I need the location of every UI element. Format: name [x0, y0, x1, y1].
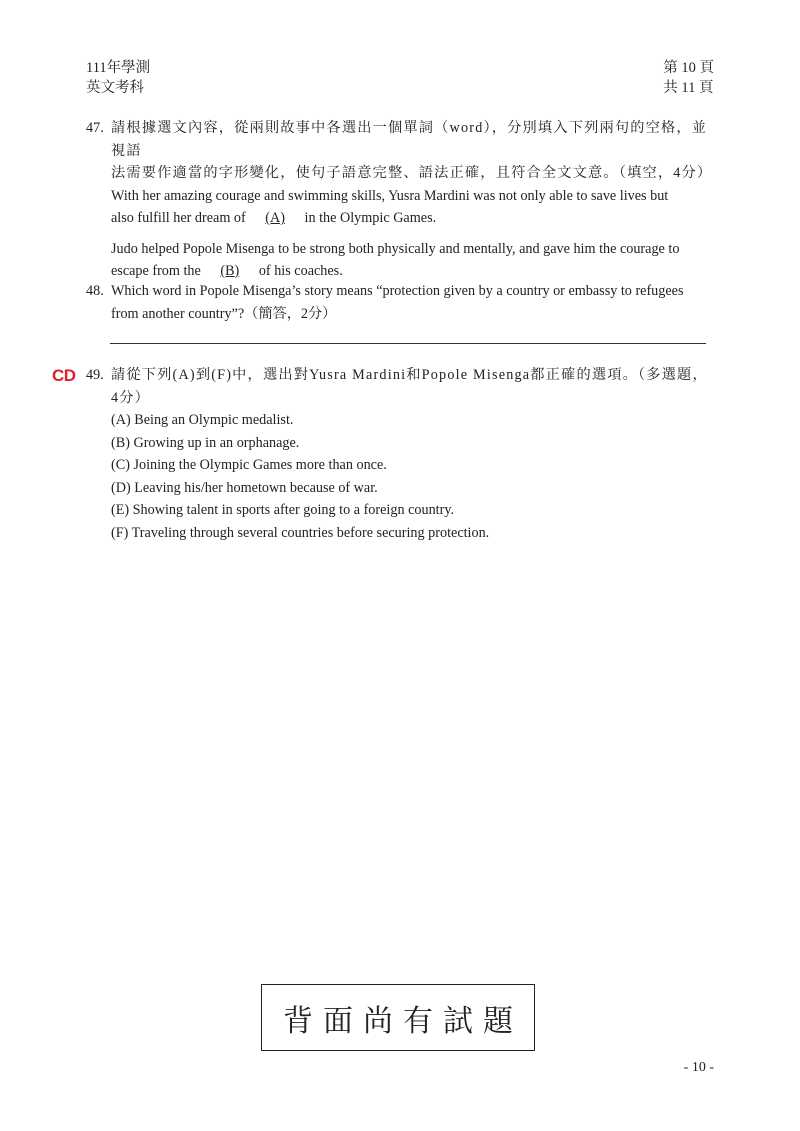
footer-page-number: - 10 -	[683, 1060, 714, 1075]
instruction-line: 法需要作適當的字形變化，使句子語意完整、語法正確，且符合全文文意。（填空，4分）	[111, 165, 713, 181]
question-number: 49.	[86, 367, 104, 383]
total-pages: 共 11 頁	[663, 80, 714, 96]
option-d: (D) Leaving his/her hometown because of war.	[111, 479, 378, 496]
page-number: 第 10 頁	[663, 60, 714, 76]
blank-a: (A)	[265, 210, 285, 226]
cd-mark: CD	[52, 366, 76, 385]
question-47	[86, 117, 716, 283]
option-b: (B) Growing up in an orphanage.	[111, 434, 300, 451]
subject-title: 英文考科	[86, 80, 144, 96]
question-text: Which word in Popole Misenga’s story means “protection given by a country or embassy to refugees	[111, 283, 684, 299]
sentence-line: Judo helped Popole Misenga to be strong both physically and mentally, and gave him the courage to	[111, 240, 680, 257]
option-f: (F) Traveling through several countries before securing protection.	[111, 524, 490, 541]
question-number: 48.	[86, 283, 104, 299]
exam-title: 111年學測	[86, 60, 151, 76]
question-text: from another country”?（簡答，2分）	[111, 305, 337, 322]
continue-notice: 背面尚有試題	[261, 984, 535, 1051]
question-number: 47.	[86, 120, 104, 136]
header-right	[663, 58, 714, 98]
instruction-line: 請根據選文內容，從兩則故事中各選出一個單詞（word），分別填入下列兩句的空格，並視語	[111, 120, 708, 159]
answer-line	[110, 343, 706, 344]
option-c: (C) Joining the Olympic Games more than once.	[111, 457, 387, 473]
header-left	[86, 58, 150, 98]
sentence-text: escape from the	[111, 263, 201, 279]
sentence-text: also fulfill her dream of	[111, 210, 246, 226]
question-48	[86, 280, 716, 325]
sentence-line	[111, 207, 716, 230]
question-49	[86, 364, 716, 544]
sentence-text: in the Olympic Games.	[304, 210, 437, 226]
option-a: (A) Being an Olympic medalist.	[111, 412, 294, 428]
instruction-line: 請從下列(A)到(F)中，選出對Yusra Mardini和Popole Misenga都正確的選項。（多選題，4分）	[111, 367, 708, 406]
sentence-text: of his coaches.	[258, 263, 343, 279]
sentence-line: With her amazing courage and swimming skills, Yusra Mardini was not only able to save lives but	[111, 187, 669, 204]
option-e: (E) Showing talent in sports after going to a foreign country.	[111, 502, 455, 518]
blank-b: (B)	[220, 263, 240, 279]
